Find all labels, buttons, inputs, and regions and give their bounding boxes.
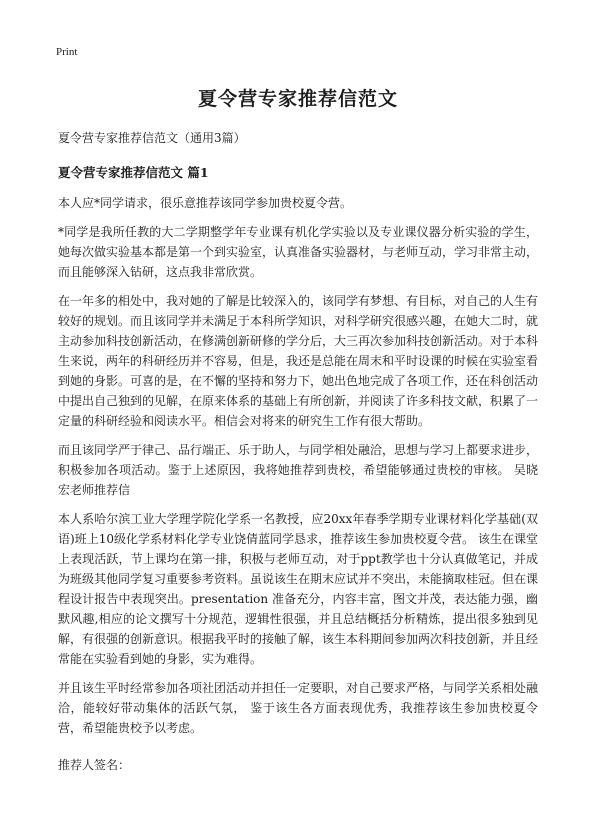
signature-label: 推荐人签名： [58, 758, 131, 772]
document-subtitle: 夏令营专家推荐信范文（通用3篇） [58, 131, 246, 145]
section-heading: 夏令营专家推荐信范文 篇1 [58, 165, 209, 180]
page-title: 夏令营专家推荐信范文 [197, 88, 398, 110]
paragraph-character: 而且该同学严于律己、品行端正、乐于助人，与同学相处融洽，思想与学习上都要求进步，积极参加各项活动。鉴于上述原因，我将她推荐到贵校，希望能够通过贵校的审核。 吴晓宏老师推荐信 [58, 443, 539, 497]
paragraph-student-overview: *同学是我所任教的大二学期整学年专业课有机化学实验以及专业课仪器分析实验的学生，她每次做实验基本都是第一个到实验室，认真准备实验器材，与老师互动，学习非常主动，而且能够深入钻研，这点我非常欣赏。 [58, 225, 539, 279]
paragraph-professor-letter: 本人系哈尔滨工业大学理学院化学系一名教授，应20xx年春季学期专业课材料化学基础(双语)班上10级化学系材料化学专业饶倩蓝同学恳求，推荐该生参加贵校夏令营。 该生在课堂上表现活跃，节上课均在第一排，积极与老师互动，对于ppt教学也十分认真做笔记，并成为班级其他同学复习重要参考资料。虽说该生在期末应试并不突出，未能摘取桂冠。但在课程设计报告中表现突出。presentation 准备充分，内容丰富，图文并茂，表达能力强，幽默风趣,相应的论文撰写十分规范，逻辑性很强，并且总结概括分析精炼，提出很多独到见解，有很强的创新意识。根据我平时的接触了解，该生本科期间参加两次科技创新，并且经常能在实验看到她的身影，实为难得。 [58, 512, 539, 666]
paragraph-intro: 本人应*同学请求，很乐意推荐该同学参加贵校夏令营。 [58, 196, 353, 210]
paragraph-research-experience: 在一年多的相处中，我对她的了解是比较深入的，该同学有梦想、有目标，对自己的人生有较好的规划。而且该同学并未满足于本科所学知识，对科学研究很感兴趣，在她大二时，就主动参加科技创新活动，在修满创新研修的学分后，大三再次参加科技创新活动。对于本科生来说，两年的科研经历并不容易，但是，我还是总能在周末和平时设课的时候在实验室看到她的身影。可喜的是，在不懈的坚持和努力下，她出色地完成了各项工作，还在科创活动中提出自己独到的见解，在原来体系的基础上有所创新，并阅读了许多科技文献，积累了一定量的科研经验和阅读水平。相信会对将来的研究生工作有很大帮助。 [58, 294, 539, 428]
print-label[interactable]: Print [56, 46, 78, 58]
paragraph-activities: 并且该生平时经常参加各项社团活动并担任一定要职，对自己要求严格，与同学关系相处融洽，能较好带动集体的活跃气氛， 鉴于该生各方面表现优秀，我推荐该生参加贵校夏令营，希望能贵校予以考虑。 [58, 681, 539, 735]
